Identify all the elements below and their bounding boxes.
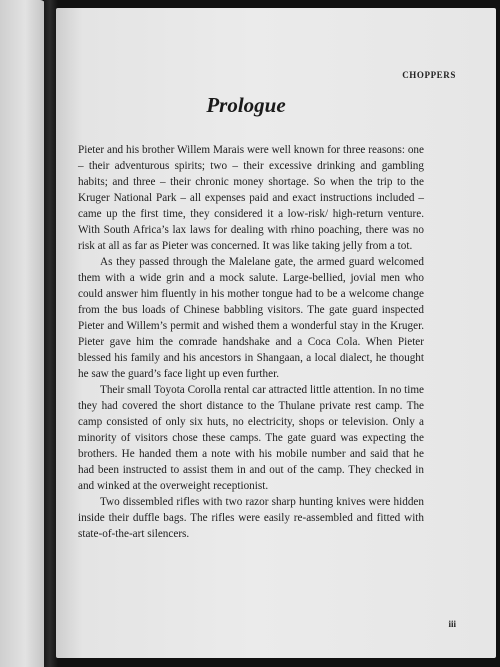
paragraph-3: Their small Toyota Corolla rental car attracted little attention. In no time they had covered the short distance to the Thulane private rest camp. The camp consisted of only six huts, no electricity, shops or television. Only a minority of visitors chose these camps. The gate guard was expecting the brothers. He handed them a note with his mobile number and said that he had been instructed to assist them in and out of the camp. They checked in and winked at the overweight receptionist. — [78, 384, 424, 492]
running-head: CHOPPERS — [402, 70, 456, 80]
paragraph-1: Pieter and his brother Willem Marais were well known for three reasons: one – their adventurous spirits; two – their excessive drinking and gambling habits; and three – their chronic money shortage. So when the trip to the Kruger National Park – all expenses paid and exact instructions included – came up the first time, they considered it a low-risk/ high-return venture. With South Africa’s lax laws for dealing with rhino poaching, there was no risk at all as far as Pieter was concerned. It was like taking jelly from a tot. — [78, 144, 424, 252]
book-page — [56, 8, 496, 658]
body-text — [78, 142, 424, 542]
page-number: iii — [448, 619, 456, 629]
paragraph-2: As they passed through the Malelane gate, the armed guard welcomed them with a wide grin and a mock salute. Large-bellied, jovial men who could answer him fluently in his mother tongue had to be a welcome change from the bus loads of Chinese babbling visitors. The gate guard inspected Pieter and Willem’s permit and wished them a wonderful stay in the Kruger. Pieter gave him the comrade handshake and a Coca Cola. When Pieter blessed his family and his ancestors in Shangaan, a local dialect, he thought he saw the guard’s face light up even further. — [78, 256, 424, 380]
left-page-edge — [0, 0, 46, 667]
chapter-title: Prologue — [206, 93, 286, 117]
paragraph-4: Two dissembled rifles with two razor sharp hunting knives were hidden inside their duffle bags. The rifles were easily re-assembled and fitted with state-of-the-art silencers. — [78, 496, 424, 540]
